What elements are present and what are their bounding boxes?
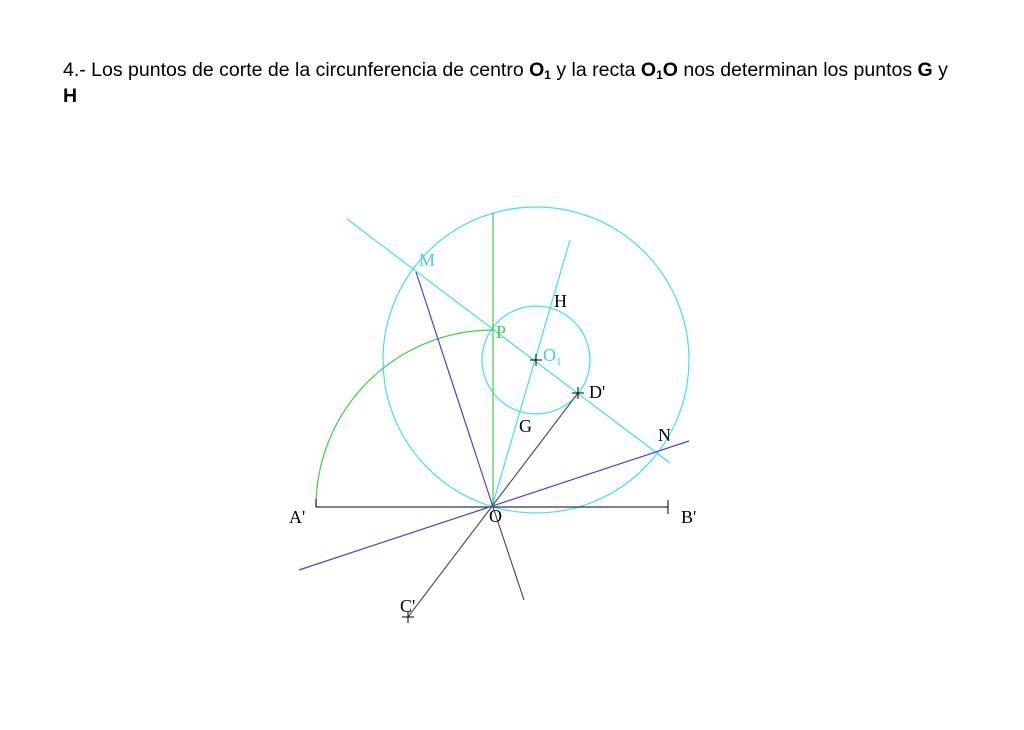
arc-a-p	[316, 330, 493, 507]
line-m-o	[416, 272, 493, 507]
point-g-ref: G	[917, 59, 933, 81]
line-o1o: $O_1O$	[640, 59, 678, 82]
label-h: H	[554, 291, 567, 311]
center-o1: $O_1$	[529, 59, 551, 82]
statement-suffix: nos determinan los puntos	[677, 59, 918, 81]
label-p: P	[496, 322, 507, 342]
label-d: D'	[589, 382, 606, 402]
label-a: A'	[289, 507, 306, 527]
label-b: B'	[681, 507, 697, 527]
statement-mid: y la recta	[550, 59, 641, 81]
label-o1: $O_1$	[543, 345, 562, 368]
label-m: M	[419, 250, 436, 270]
statement-prefix: 4.- Los puntos de corte de la circunferencia de centro	[63, 59, 530, 81]
point-h-ref: H	[63, 85, 78, 107]
label-g: G	[519, 416, 532, 436]
label-o: O	[489, 506, 502, 526]
statement-conj: y	[932, 59, 948, 81]
label-c: C'	[400, 596, 416, 616]
line-o-o1	[492, 240, 570, 507]
line-m-p-d	[347, 219, 670, 463]
label-n: N	[658, 425, 671, 445]
